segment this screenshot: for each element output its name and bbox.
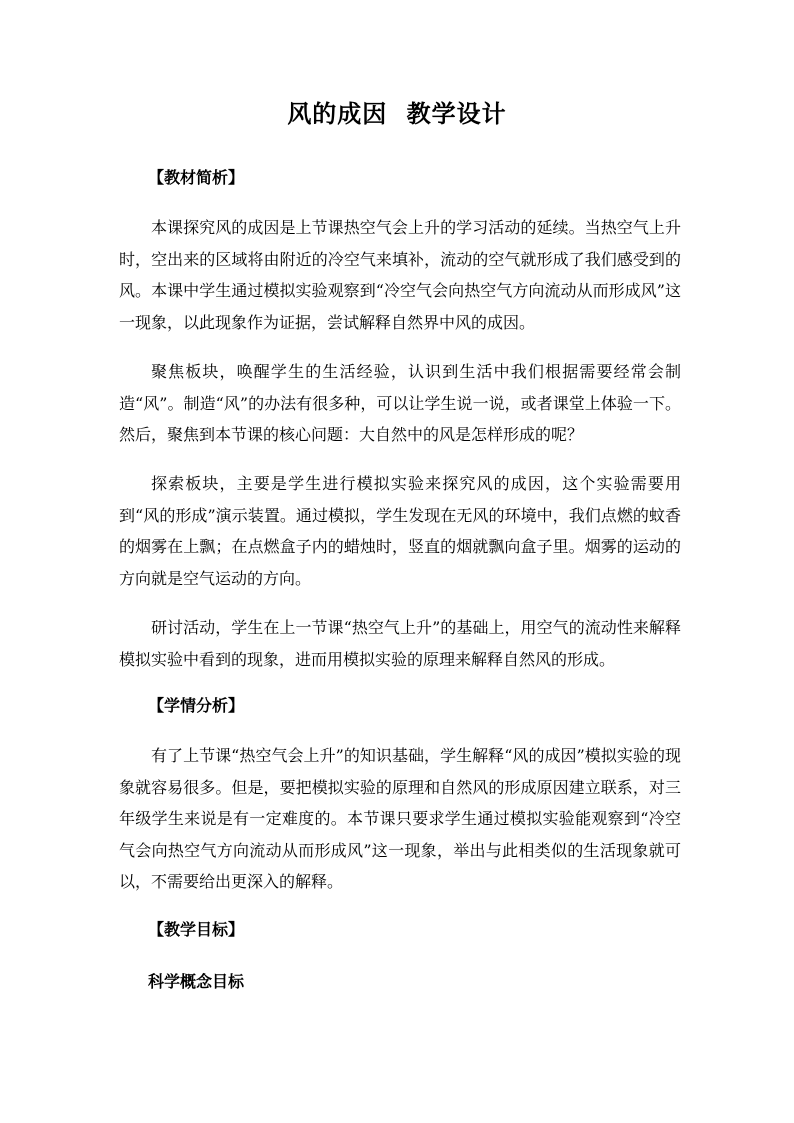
paragraph-textbook-analysis-3: 探索板块，主要是学生进行模拟实验来探究风的成因，这个实验需要用到“风的形成”演示装置。通过模拟，学生发现在无风的环境中，我们点燃的蚊香的烟雾在上飘；在点燃盒子内的蜡烛时，竖直的烟就飘向盒子里。烟雾的运动的方向就是空气运动的方向。 xyxy=(119,474,681,588)
paragraph-learner-analysis-1: 有了上节课“热空气会上升”的知识基础，学生解释“风的成因”模拟实验的现象就容易很多。但是，要把模拟实验的原理和自然风的形成原因建立联系，对三年级学生来说是有一定难度的。本节课只要求学生通过模拟实验能观察到“冷空气会向热空气方向流动从而形成风”这一现象，举出与此相类似的生活现象就可以，不需要给出更深入的解释。 xyxy=(119,746,681,891)
document-title: 风的成因 教学设计 xyxy=(287,99,507,128)
paragraph-textbook-analysis-1: 本课探究风的成因是上节课热空气会上升的学习活动的延续。当热空气上升时，空出来的区域将由附近的冷空气来填补，流动的空气就形成了我们感受到的风。本课中学生通过模拟实验观察到“冷空气会向热空气方向流动从而形成风”这一现象，以此现象作为证据，尝试解释自然界中风的成因。 xyxy=(119,218,681,332)
section-heading-teaching-objectives: 【教学目标】 xyxy=(148,920,245,939)
section-heading-textbook-analysis: 【教材简析】 xyxy=(148,168,245,187)
paragraph-textbook-analysis-2: 聚焦板块，唤醒学生的生活经验，认识到生活中我们根据需要经常会制造“风”。制造“风”的办法有很多种，可以让学生说一说，或者课堂上体验一下。然后，聚焦到本节课的核心问题：大自然中的风是怎样形成的呢？ xyxy=(119,362,681,444)
paragraph-textbook-analysis-4: 研讨活动，学生在上一节课“热空气上升”的基础上，用空气的流动性来解释模拟实验中看到的现象，进而用模拟实验的原理来解释自然风的形成。 xyxy=(119,618,681,669)
section-heading-learner-analysis: 【学情分析】 xyxy=(148,696,245,715)
subheading-science-concept-objectives: 科学概念目标 xyxy=(148,972,245,991)
